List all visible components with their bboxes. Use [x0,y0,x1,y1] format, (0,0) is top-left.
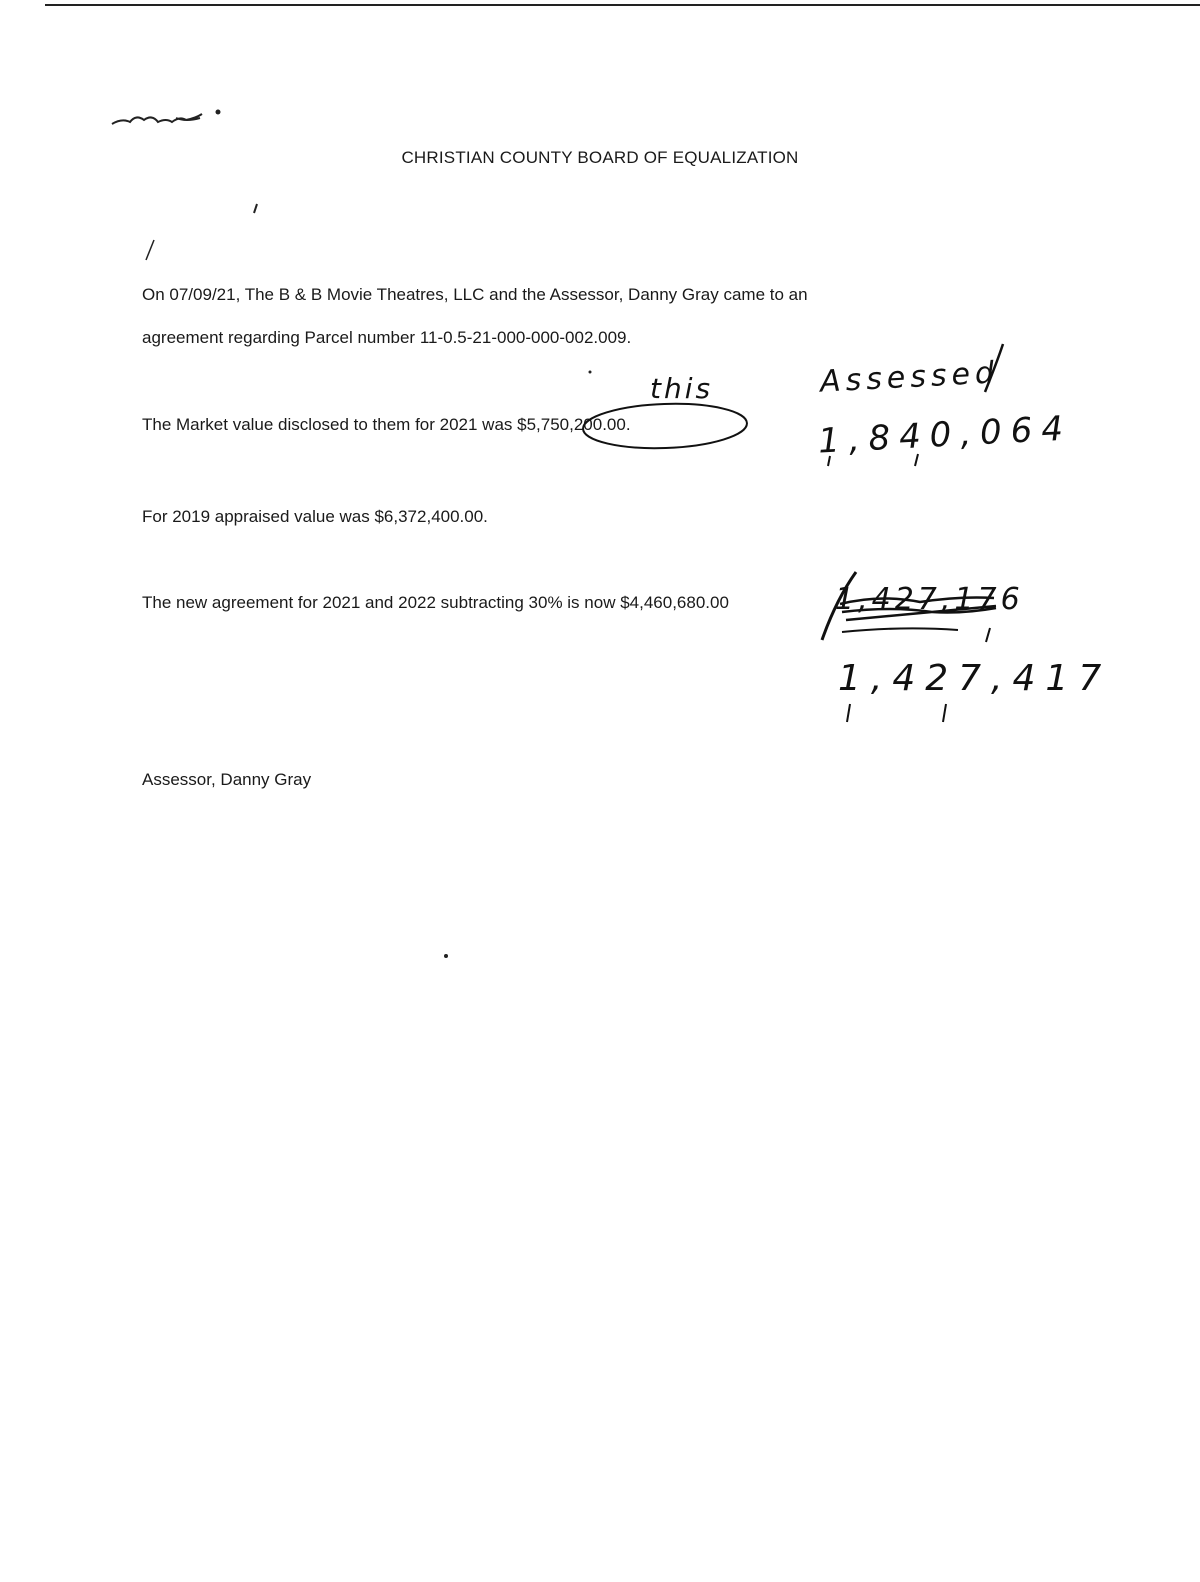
new-value-tick-1 [847,704,850,722]
struck-tick [986,628,990,642]
stray-mark-1 [254,204,257,213]
market-value-line: The Market value disclosed to them for 2021 was $5,750,200.00. [142,415,631,434]
assessor-signature-line: Assessor, Danny Gray [142,770,312,789]
handwritten-struck-value: 1,427,176 [835,582,1024,617]
handwritten-assessed-label: Assessed [819,355,1000,400]
appraised-value-line: For 2019 appraised value was $6,372,400.00. [142,507,488,526]
struck-underline [842,628,958,632]
parcel-number-line: agreement regarding Parcel number 11-0.5-21-000-000-002.009. [142,328,632,347]
stray-mark-2 [146,240,154,260]
stray-dot-2 [444,954,448,958]
new-value-tick-2 [943,704,946,722]
top-left-dot [216,110,221,115]
agreement-intro-line: On 07/09/21, The B & B Movie Theatres, LLC and the Assessor, Danny Gray came to an [142,285,808,304]
stray-dot-1 [589,371,592,374]
new-agreement-line: The new agreement for 2021 and 2022 subtracting 30% is now $4,460,680.00 [142,593,729,612]
handwritten-new-value: 1,427,417 [838,658,1112,699]
document-title: CHRISTIAN COUNTY BOARD OF EQUALIZATION [401,148,799,167]
handwritten-assessed-value: 1,840,064 [817,408,1073,462]
handwritten-this-note: this [650,372,714,405]
scan-edge-line [45,4,1200,6]
top-left-scribble [112,114,202,124]
